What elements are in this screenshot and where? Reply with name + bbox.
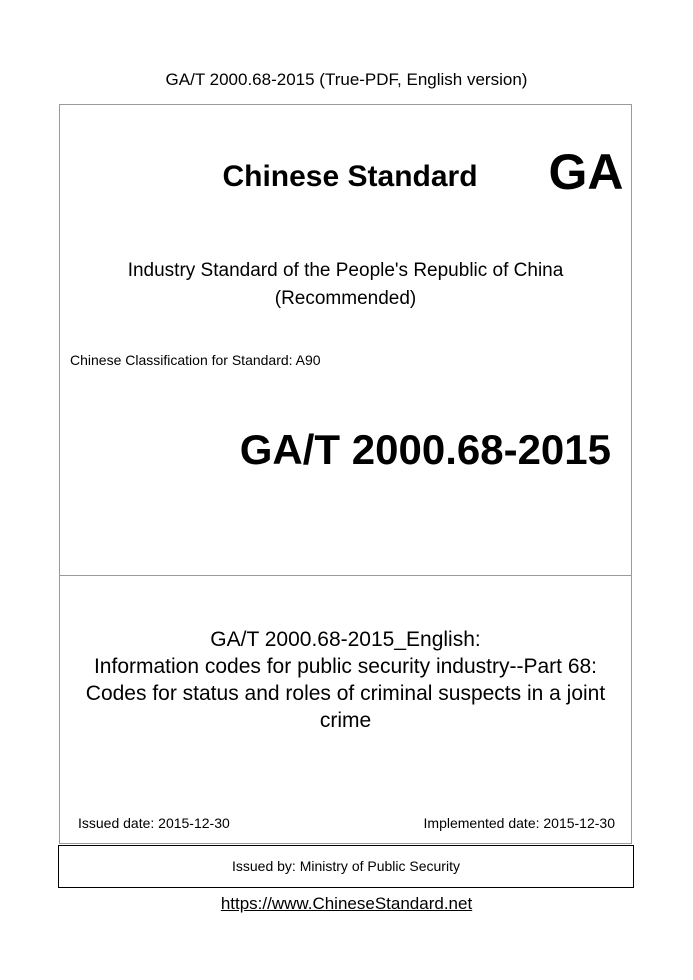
website-link[interactable]: https://www.ChineseStandard.net	[220, 894, 473, 913]
standard-number: GA/T 2000.68-2015	[239, 426, 611, 473]
cover-frame	[59, 104, 632, 844]
document-title	[60, 626, 631, 734]
issued-date: Issued date: 2015-12-30	[78, 815, 230, 831]
issuer-line-1: Industry Standard of the People's Republic of China	[127, 260, 564, 281]
standard-type-title: Chinese Standard	[222, 160, 478, 193]
issuer-line-2: (Recommended)	[274, 288, 417, 309]
classification-text: Chinese Classification for Standard: A90	[70, 352, 321, 368]
standard-code-mark: GA	[548, 144, 624, 200]
document-title-line: crime	[319, 709, 372, 732]
document-title-line: Codes for status and roles of criminal suspects in a joint	[85, 682, 606, 705]
footer	[0, 893, 693, 915]
implemented-date: Implemented date: 2015-12-30	[423, 815, 615, 831]
section-divider	[60, 575, 631, 576]
document-title-line: Information codes for public security industry--Part 68:	[93, 655, 598, 678]
document-title-line: GA/T 2000.68-2015_English:	[210, 628, 481, 651]
page-header-title: GA/T 2000.68-2015 (True-PDF, English version)	[165, 70, 528, 89]
issued-by-box	[58, 845, 634, 888]
issued-by-text: Issued by: Ministry of Public Security	[232, 858, 460, 874]
